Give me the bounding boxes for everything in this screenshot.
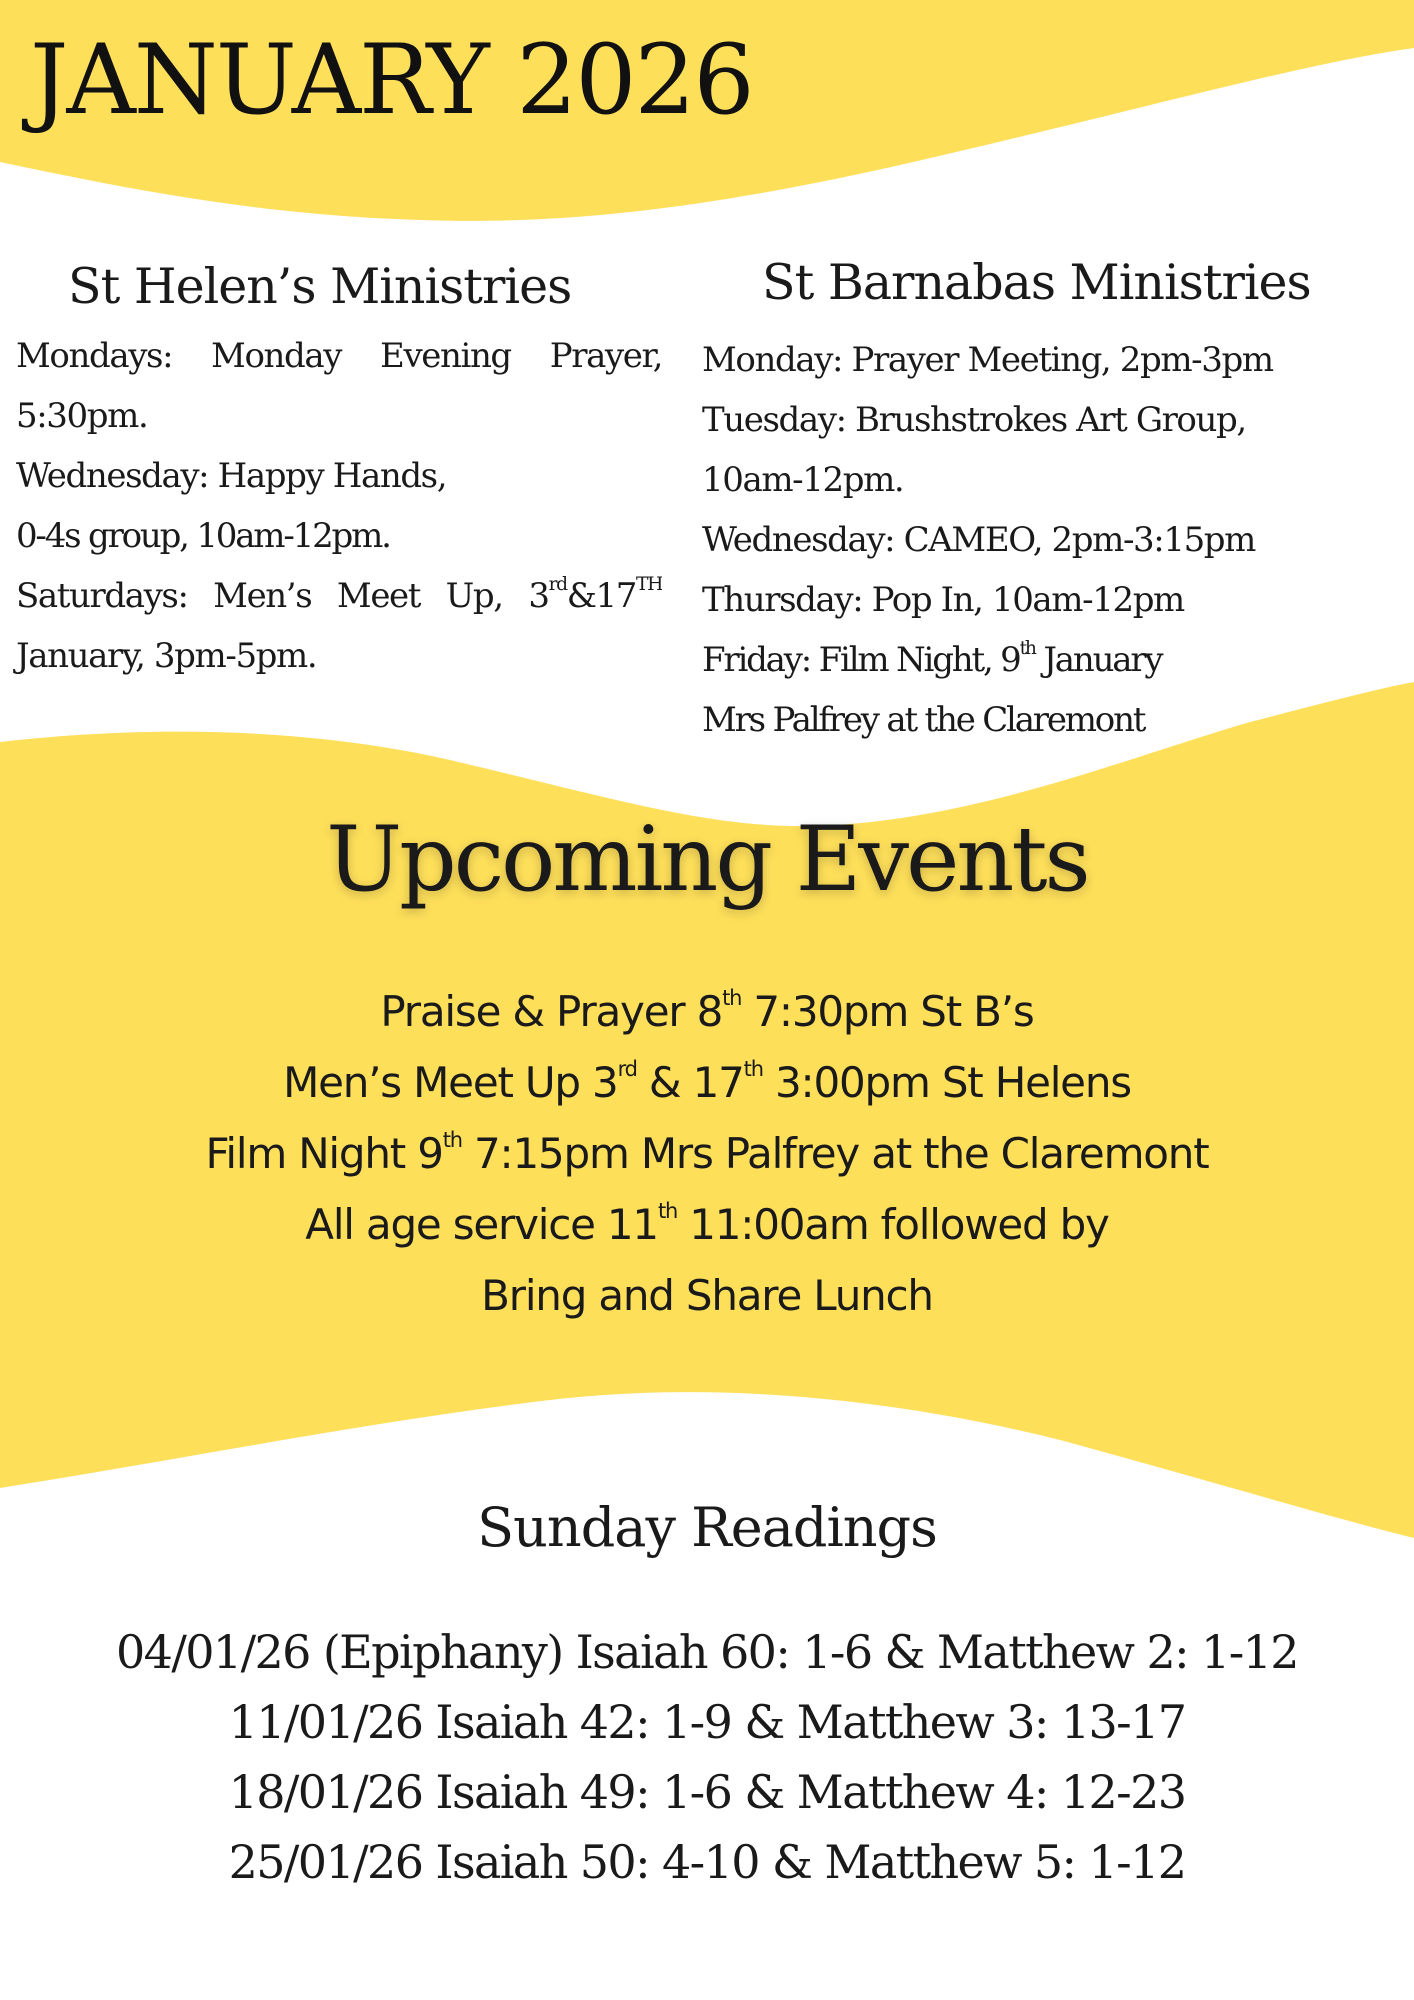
sunday-readings-heading: Sunday Readings — [477, 1496, 937, 1559]
reading-item: 25/01/26 Isaiah 50: 4-10 & Matthew 5: 1-12 — [228, 1835, 1186, 1889]
list-item: Wednesday: Happy Hands, — [16, 456, 447, 496]
list-item: Mrs Palfrey at the Claremont — [702, 700, 1145, 740]
reading-item: 18/01/26 Isaiah 49: 1-6 & Matthew 4: 12-23 — [228, 1765, 1186, 1819]
list-item: January, 3pm-5pm. — [16, 636, 317, 676]
list-item: Wednesday: CAMEO, 2pm-3:15pm — [702, 520, 1256, 560]
upcoming-events-list — [0, 976, 1414, 1331]
st-barnabas-list — [702, 330, 1414, 750]
list-item: Saturdays: Men’s Meet Up, 3rd&17TH — [16, 574, 662, 616]
reading-item: 11/01/26 Isaiah 42: 1-9 & Matthew 3: 13-17 — [228, 1695, 1186, 1749]
list-item: 0-4s group, 10am-12pm. — [16, 516, 390, 556]
event-item: Bring and Share Lunch — [481, 1271, 933, 1320]
event-item: Film Night 9th 7:15pm Mrs Palfrey at the Claremont — [205, 1128, 1209, 1178]
st-helens-heading: St Helen’s Ministries — [68, 258, 572, 315]
list-item: Thursday: Pop In, 10am-12pm — [702, 580, 1184, 620]
reading-item: 04/01/26 (Epiphany) Isaiah 60: 1-6 & Matthew 2: 1-12 — [116, 1625, 1298, 1679]
list-item: Monday: Prayer Meeting, 2pm-3pm — [702, 340, 1273, 380]
page-title: JANUARY 2026 — [30, 24, 753, 136]
event-item: Praise & Prayer 8th 7:30pm St B’s — [380, 986, 1034, 1036]
list-item: Mondays: Monday Evening Prayer, — [16, 336, 662, 376]
sunday-readings-list — [0, 1617, 1414, 1897]
list-item: Friday: Film Night, 9th January — [702, 638, 1162, 680]
st-barnabas-heading: St Barnabas Ministries — [762, 254, 1311, 311]
st-helens-list — [16, 326, 662, 686]
event-item: All age service 11th 11:00am followed by — [305, 1199, 1109, 1249]
event-item: Men’s Meet Up 3rd & 17th 3:00pm St Helens — [283, 1057, 1131, 1107]
list-item: Tuesday: Brushstrokes Art Group, — [702, 400, 1246, 440]
list-item: 5:30pm. — [16, 396, 148, 436]
list-item: 10am-12pm. — [702, 460, 904, 500]
upcoming-events-heading: Upcoming Events — [326, 807, 1088, 912]
